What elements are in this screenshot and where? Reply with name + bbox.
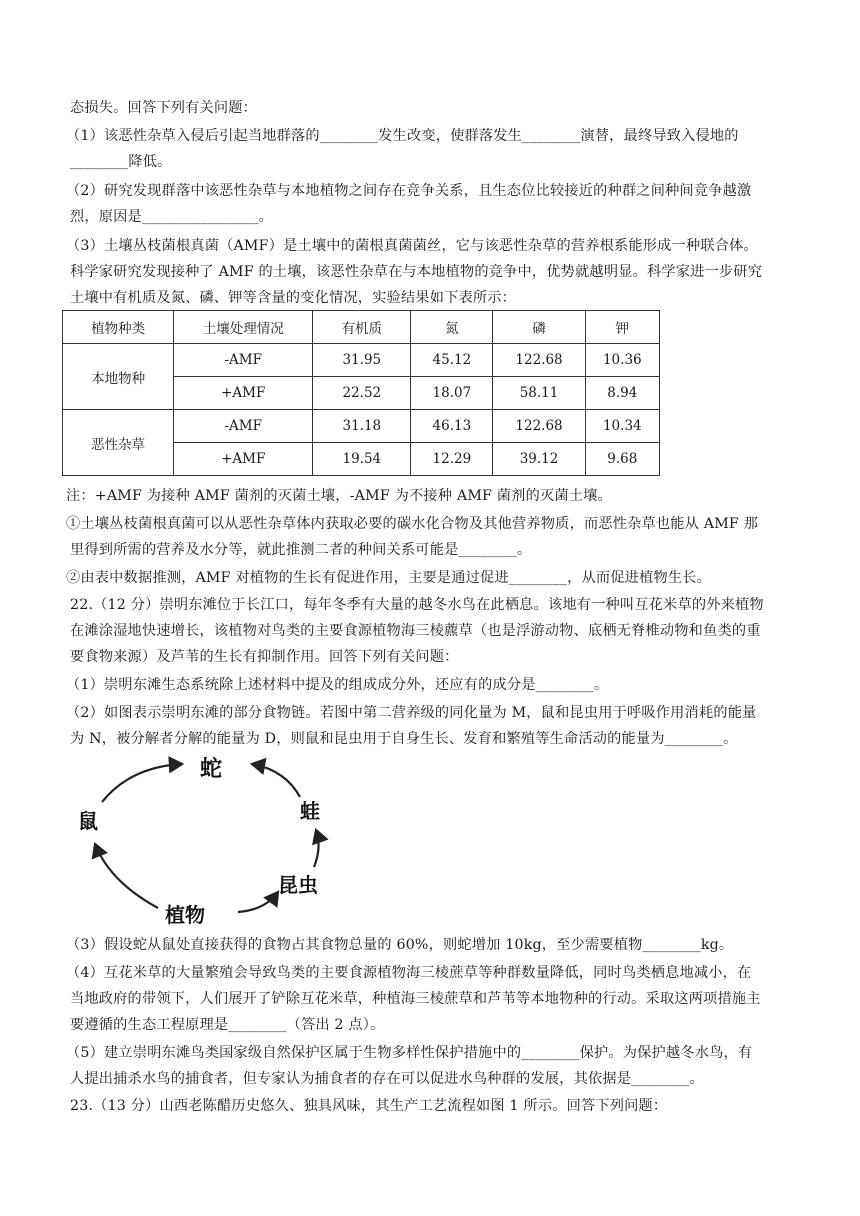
question-23-stem: 23.（13 分）山西老陈醋历史悠久、独具风味，其生产工艺流程如图 1 所示。回答下列问题： [70, 1098, 668, 1114]
table-row [63, 344, 660, 377]
treatment-cell: +AMF [174, 443, 313, 476]
table-cell: 39.12 [493, 443, 585, 476]
node-snake: 蛇 [200, 757, 223, 782]
treatment-cell: -AMF [174, 344, 313, 377]
table-cell: 46.13 [411, 410, 493, 443]
table-header-row [63, 311, 660, 344]
question-22-1: （1）崇明东滩生态系统除上述材料中提及的组成成分外，还应有的成分是________。 [66, 677, 609, 693]
arrow-frog-to-snake [252, 764, 300, 797]
node-rat: 鼠 [78, 809, 98, 833]
table-cell: 10.36 [585, 344, 659, 377]
text-line: ①土壤丛枝菌根真菌可以从恶性杂草体内获取必要的碳水化合物及其他营养物质，而恶性杂草也能从 AMF 那 [66, 516, 759, 532]
table-cell: 10.34 [585, 410, 659, 443]
table-cell: 122.68 [493, 410, 585, 443]
table-note: 注：+AMF 为接种 AMF 菌剂的灭菌土壤，-AMF 为不接种 AMF 菌剂的灭菌土壤。 [66, 488, 612, 504]
text-line: 要遵循的生态工程原理是________（答出 2 点）。 [70, 1017, 385, 1033]
table-header: 土壤处理情况 [174, 311, 313, 344]
text-line: 当地政府的带领下，人们展开了铲除互花米草，种植海三棱蔗草和芦苇等本地物种的行动。采取这两项措施主 [70, 991, 761, 1007]
table-cell: 58.11 [493, 377, 585, 410]
table-cell: 18.07 [411, 377, 493, 410]
arrow-plant-to-rat [95, 844, 158, 908]
table-cell: 12.29 [411, 443, 493, 476]
table-cell: 31.18 [313, 410, 411, 443]
question-22-stem: 22.（12 分）崇明东滩位于长江口，每年冬季有大量的越冬水鸟在此栖息。该地有一种叫互花米草的外来植物 [70, 597, 764, 613]
table-header: 有机质 [313, 311, 411, 344]
node-frog: 蛙 [300, 799, 320, 823]
text-line: 里得到所需的营养及水分等，就此推测二者的种间关系可能是________。 [70, 542, 532, 558]
arrow-insect-to-frog [314, 830, 319, 867]
food-web-diagram [70, 752, 335, 927]
text-line: 科学家研究发现接种了 AMF 的土壤，该恶性杂草在与本地植物的竞争中，优势就越明显。科学家进一步研究 [70, 264, 763, 280]
table-cell: 9.68 [585, 443, 659, 476]
question-22-4: （4）互花米草的大量繁殖会导致鸟类的主要食源植物海三棱蔗草等种群数量降低，同时鸟类栖息地减小，在 [66, 965, 752, 981]
text-line: ________降低。 [70, 154, 172, 170]
table-cell: 122.68 [493, 344, 585, 377]
table-cell: 19.54 [313, 443, 411, 476]
table-cell: 45.12 [411, 344, 493, 377]
text-line: 态损失。回答下列有关问题： [70, 100, 258, 116]
table-header: 钾 [585, 311, 659, 344]
text-line: 人提出捕杀水鸟的捕食者，但专家认为捕食者的存在可以促进水鸟种群的发展，其依据是________。 [70, 1071, 704, 1087]
table-header: 植物种类 [63, 311, 174, 344]
text-line: 烈，原因是________________。 [70, 209, 274, 225]
table-cell: 22.52 [313, 377, 411, 410]
text-line: 为 N，被分解者分解的能量为 D，则鼠和昆虫用于自身生长、发育和繁殖等生命活动的能量为________。 [70, 731, 738, 747]
treatment-cell: +AMF [174, 377, 313, 410]
species-cell: 恶性杂草 [63, 410, 174, 476]
table-header: 氮 [411, 311, 493, 344]
arrow-rat-to-snake [102, 764, 182, 802]
arrow-plant-to-insect [238, 892, 278, 912]
table-row [63, 410, 660, 443]
node-plant: 植物 [165, 903, 205, 927]
question-21-3: （3）土壤丛枝菌根真菌（AMF）是土壤中的菌根真菌菌丝，它与该恶性杂草的营养根系能形成一种联合体。 [66, 238, 758, 254]
question-21-2: （2）研究发现群落中该恶性杂草与本地植物之间存在竞争关系，且生态位比较接近的种群之间种间竞争越激 [66, 183, 752, 199]
question-22-3: （3）假设蛇从鼠处直接获得的食物占其食物总量的 60%，则蛇增加 10kg，至少需要植物________kg。 [66, 937, 734, 953]
text-line: 在滩涂湿地快速增长，该植物对鸟类的主要食源植物海三棱藨草（也是浮游动物、底栖无脊椎动物和鱼类的重 [70, 623, 761, 639]
text-line: ②由表中数据推测，AMF 对植物的生长有促进作用，主要是通过促进________，从而促进植物生长。 [66, 570, 712, 586]
table-header: 磷 [493, 311, 585, 344]
table-cell: 8.94 [585, 377, 659, 410]
text-line: 要食物来源）及芦苇的生长有抑制作用。回答下列有关问题： [70, 649, 459, 665]
soil-nutrient-table [62, 310, 660, 476]
treatment-cell: -AMF [174, 410, 313, 443]
node-insect: 昆虫 [278, 873, 318, 897]
table-cell: 31.95 [313, 344, 411, 377]
question-22-2: （2）如图表示崇明东滩的部分食物链。若图中第二营养级的同化量为 M，鼠和昆虫用于呼吸作用消耗的能量 [66, 705, 757, 721]
question-22-5: （5）建立崇明东滩鸟类国家级自然保护区属于生物多样性保护措施中的________保护。为保护越冬水鸟，有 [66, 1045, 753, 1061]
text-line: 土壤中有机质及氮、磷、钾等含量的变化情况，实验结果如下表所示： [70, 290, 517, 306]
question-21-1: （1）该恶性杂草入侵后引起当地群落的________发生改变，使群落发生________演替，最终导致入侵地的 [66, 128, 739, 144]
species-cell: 本地物种 [63, 344, 174, 410]
